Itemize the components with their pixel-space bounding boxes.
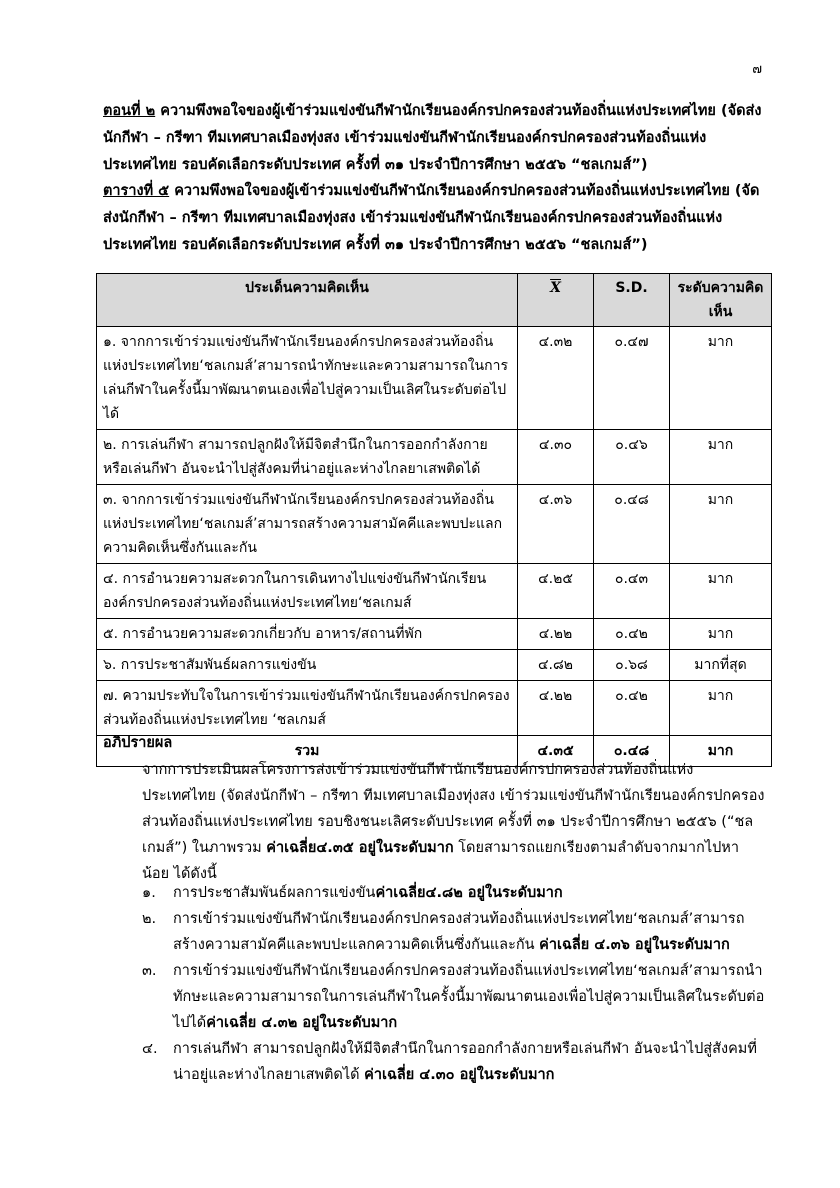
row-issue: ๑. จากการเข้าร่วมแข่งขันกีฬานักเรียนองค์กรปกครองส่วนท้องถิ่นแห่งประเทศไทย‘ชลเกมส์’สามารถนำทักษะและความสามารถในการเล่นกีฬาในครั้งนี้มาพัฒนาตนเองเพื่อไปสู่ความเป็นเลิศในระดับต่อไปได้ xyxy=(97,327,518,430)
table-label: ตารางที่ ๕ xyxy=(103,183,170,199)
row-mean: ๔.๓๒ xyxy=(518,327,594,430)
header-level: ระดับความคิดเห็น xyxy=(670,274,772,327)
table-row xyxy=(97,619,772,650)
row-issue: ๓. จากการเข้าร่วมแข่งขันกีฬานักเรียนองค์กรปกครองส่วนท้องถิ่นแห่งประเทศไทย‘ชลเกมส์’สามารถสร้างความสามัคคีและพบปะแลกความคิดเห็นซึ่งกันและกัน xyxy=(97,485,518,564)
list-item xyxy=(142,880,767,906)
row-level: มาก xyxy=(670,681,772,736)
row-sd: ๐.๔๒ xyxy=(594,681,670,736)
table-caption xyxy=(103,178,763,259)
table-row xyxy=(97,327,772,430)
row-mean: ๔.๒๒ xyxy=(518,681,594,736)
row-mean: ๔.๒๕ xyxy=(518,564,594,619)
finding-number: ๒. xyxy=(142,911,157,927)
row-sd: ๐.๔๓ xyxy=(594,564,670,619)
row-mean: ๔.๒๒ xyxy=(518,619,594,650)
discussion-title: อภิปรายผล xyxy=(103,735,173,751)
row-issue: ๖. การประชาสัมพันธ์ผลการแข่งขัน xyxy=(97,650,518,681)
finding-text xyxy=(173,880,767,906)
table-row xyxy=(97,430,772,485)
page-number: ๗ xyxy=(752,62,762,77)
finding-mean: ค่าเฉลี่ย ๔.๓๖ อยู่ในระดับมาก xyxy=(539,937,730,953)
finding-body: การเข้าร่วมแข่งขันกีฬานักเรียนองค์กรปกครองส่วนท้องถิ่นแห่งประเทศไทย‘ชลเกมส์’สามารถนำทักษะและความสามารถในการเล่นกีฬาในครั้งนี้มาพัฒนาตนเองเพื่อไปสู่ความเป็นเลิศในระดับต่อไปได้ xyxy=(173,963,765,1031)
row-sd: ๐.๔๖ xyxy=(594,430,670,485)
finding-body: การเล่นกีฬา สามารถปลูกฝังให้มีจิตสำนึกในการออกกำลังกายหรือเล่นกีฬา อันจะนำไปสู่สังคมที่น่าอยู่และห่างไกลยาเสพติดได้ xyxy=(173,1041,757,1083)
mean-symbol: $\overline{X}$ xyxy=(550,280,561,296)
total-sd: ๐.๔๘ xyxy=(594,736,670,767)
row-sd: ๐.๔๒ xyxy=(594,619,670,650)
row-issue: ๔. การอำนวยความสะดวกในการเดินทางไปแข่งขันกีฬานักเรียนองค์กรปกครองส่วนท้องถิ่นแห่งประเทศไทย‘ชลเกมส์ xyxy=(97,564,518,619)
section-text: ความพึงพอใจของผู้เข้าร่วมแข่งขันกีฬานักเรียนองค์กรปกครองส่วนท้องถิ่นแห่งประเทศไทย (จัดส่งนักกีฬา – กรีฑา ทีมเทศบาลเมืองทุ่งสง เข้าร่วมแข่งขันกีฬานักเรียนองค์กรปกครองส่วนท้องถิ่นแห่งประเทศไทย รอบคัดเลือกระดับประเทศ ครั้งที่ ๓๑ ประจำปีการศึกษา ๒๕๕๖ “ชลเกมส์”) xyxy=(103,103,762,173)
finding-mean: ค่าเฉลี่ย ๔.๓๒ อยู่ในระดับมาก xyxy=(206,1015,398,1031)
discussion-paragraph xyxy=(142,757,766,887)
total-mean: ๔.๓๕ xyxy=(518,736,594,767)
findings-list xyxy=(142,880,767,1088)
row-level: มาก xyxy=(670,430,772,485)
table-row xyxy=(97,681,772,736)
row-issue: ๒. การเล่นกีฬา สามารถปลูกฝังให้มีจิตสำนึกในการออกกำลังกายหรือเล่นกีฬา อันจะนำไปสู่สังคมที่น่าอยู่และห่างไกลยาเสพติดได้ xyxy=(97,430,518,485)
table-header-row xyxy=(97,274,772,327)
row-sd: ๐.๖๘ xyxy=(594,650,670,681)
discussion-text: จากการประเมินผลโครงการส่งเข้าร่วมแข่งขันกีฬานักเรียนองค์กรปกครองส่วนท้องถิ่นแห่งประเทศไทย (จัดส่งนักกีฬา – กรีฑา ทีมเทศบาลเมืองทุ่งสง เข้าร่วมแข่งขันกีฬานักเรียนองค์กรปกครองส่วนท้องถิ่นแห่งประเทศไทย รอบชิงชนะเลิศระดับประเทศ ครั้งที่ ๓๑ ประจำปีการศึกษา ๒๕๕๖ (“ชลเกมส์”) ในภาพรวม xyxy=(142,762,765,856)
finding-mean: ค่าเฉลี่ย ๔.๓๐ อยู่ในระดับมาก xyxy=(364,1067,555,1083)
list-item xyxy=(142,958,767,1036)
row-sd: ๐.๔๘ xyxy=(594,485,670,564)
row-mean: ๔.๓๐ xyxy=(518,430,594,485)
row-level: มาก xyxy=(670,619,772,650)
row-issue: ๗. ความประทับใจในการเข้าร่วมแข่งขันกีฬานักเรียนองค์กรปกครองส่วนท้องถิ่นแห่งประเทศไทย ‘ชลเกมส์ xyxy=(97,681,518,736)
finding-number: ๔. xyxy=(142,1041,158,1057)
row-level: มาก xyxy=(670,564,772,619)
discussion-overall-mean: ค่าเฉลี่ย๔.๓๕ อยู่ในระดับมาก xyxy=(266,840,454,856)
row-sd: ๐.๔๗ xyxy=(594,327,670,430)
section-label: ตอนที่ ๒ xyxy=(103,103,156,119)
table-row xyxy=(97,485,772,564)
finding-number: ๑. xyxy=(142,885,156,901)
discussion-text-end: โดยสามารถแยกเรียงตามลำดับจากมากไปหาน้อย ได้ดังนี้ xyxy=(142,840,740,882)
list-item xyxy=(142,906,767,958)
table-row xyxy=(97,564,772,619)
header-issue: ประเด็นความคิดเห็น xyxy=(97,274,518,327)
total-label: รวม xyxy=(97,736,518,767)
finding-body: การประชาสัมพันธ์ผลการแข่งขัน xyxy=(173,885,376,901)
row-mean: ๔.๓๖ xyxy=(518,485,594,564)
finding-text xyxy=(173,958,767,1036)
finding-text xyxy=(173,906,767,958)
finding-body: การเข้าร่วมแข่งขันกีฬานักเรียนองค์กรปกครองส่วนท้องถิ่นแห่งประเทศไทย‘ชลเกมส์’สามารถสร้างความสามัคคีและพบปะแลกความคิดเห็นซึ่งกันและกัน xyxy=(173,911,745,953)
header-mean xyxy=(518,274,594,327)
list-item xyxy=(142,1036,767,1088)
finding-mean: ค่าเฉลี่ย๔.๘๒ อยู่ในระดับมาก xyxy=(375,885,563,901)
header-sd: S.D. xyxy=(594,274,670,327)
table-caption-text: ความพึงพอใจของผู้เข้าร่วมแข่งขันกีฬานักเรียนองค์กรปกครองส่วนท้องถิ่นแห่งประเทศไทย (จัดส่งนักกีฬา – กรีฑา ทีมเทศบาลเมืองทุ่งสง เข้าร่วมแข่งขันกีฬานักเรียนองค์กรปกครองส่วนท้องถิ่นแห่งประเทศไทย รอบคัดเลือกระดับประเทศ ครั้งที่ ๓๑ ประจำปีการศึกษา ๒๕๕๖ “ชลเกมส์”) xyxy=(103,183,760,253)
row-level: มาก xyxy=(670,327,772,430)
row-mean: ๔.๘๒ xyxy=(518,650,594,681)
row-level: มากที่สุด xyxy=(670,650,772,681)
finding-text xyxy=(173,1036,767,1088)
finding-number: ๓. xyxy=(142,963,157,979)
row-level: มาก xyxy=(670,485,772,564)
total-level: มาก xyxy=(670,736,772,767)
satisfaction-table xyxy=(96,273,772,767)
table-row xyxy=(97,650,772,681)
row-issue: ๕. การอำนวยความสะดวกเกี่ยวกับ อาหาร/สถานที่พัก xyxy=(97,619,518,650)
section-heading xyxy=(103,98,763,179)
